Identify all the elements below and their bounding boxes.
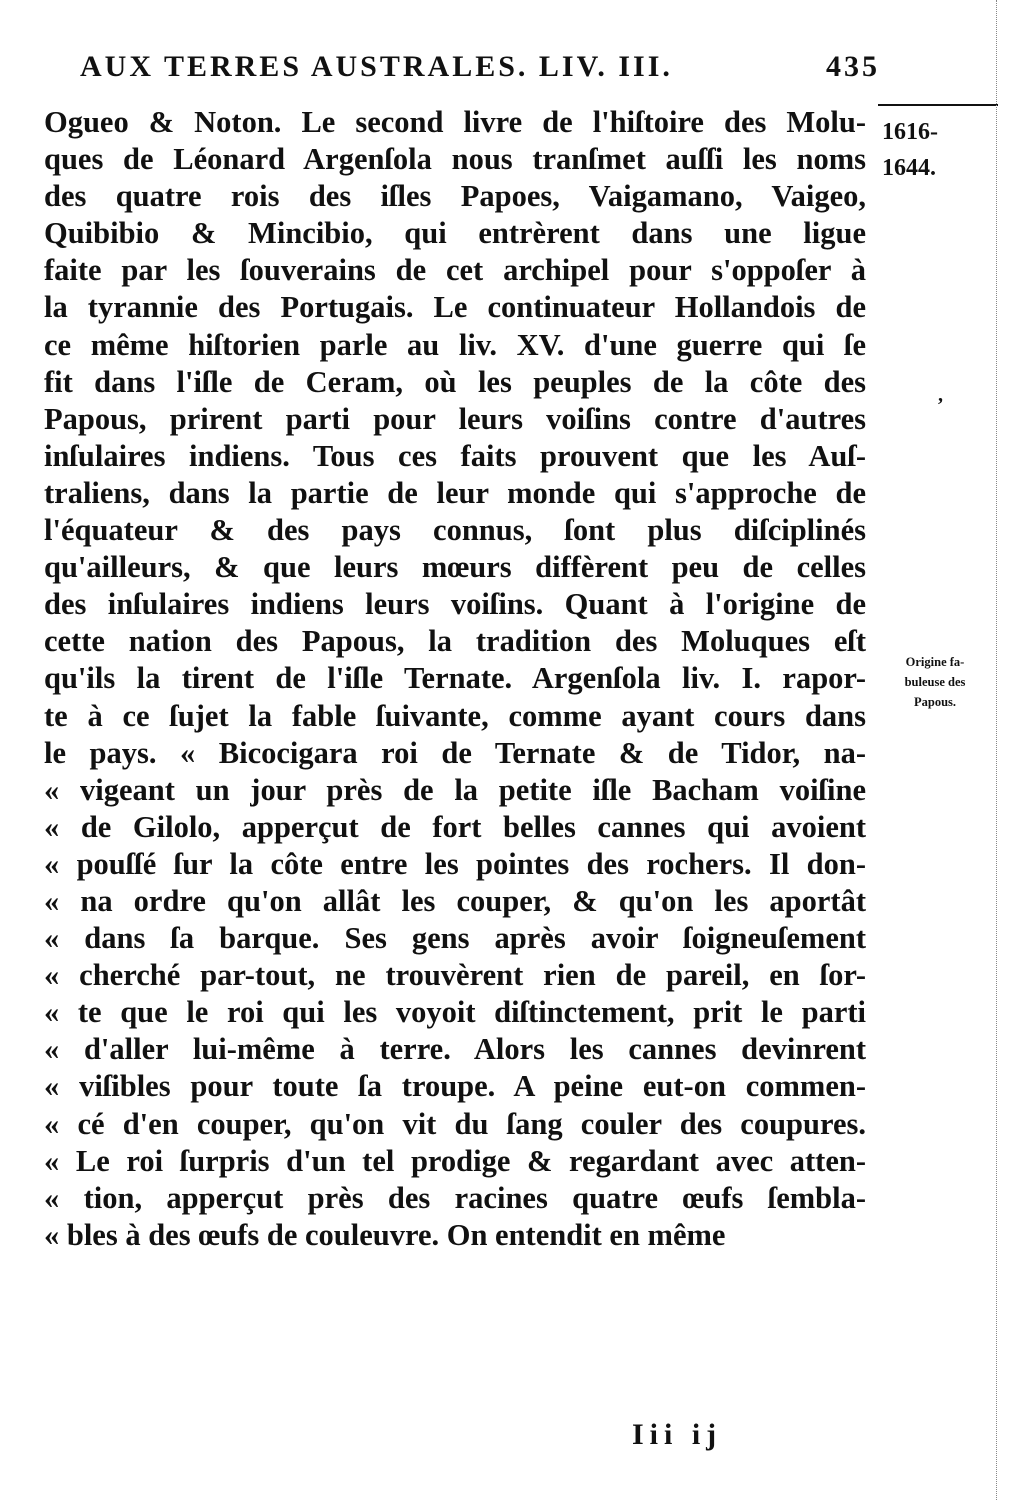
margin-note (876, 652, 994, 712)
text-line: Papous, prirent parti pour leurs voiſins contre d'autres (44, 401, 866, 436)
year-end: 1644. (882, 155, 936, 181)
text-line: qu'ailleurs, & que leurs mœurs diffèrent peu de celles (44, 550, 866, 585)
text-line: traliens, dans la partie de leur monde qui s'approche de (44, 475, 866, 510)
running-title: AUX TERRES AUSTRALES. LIV. III. (80, 50, 673, 83)
page-number: 435 (826, 50, 880, 83)
text-line: cette nation des Papous, la tradition des Moluques eſt (44, 624, 866, 659)
text-line: « pouſſé ſur la côte entre les pointes des rochers. Il don- (44, 846, 866, 881)
text-line: Quibibio & Mincibio, qui entrèrent dans une ligue (44, 216, 866, 251)
text-line: « de Gilolo, apperçut de fort belles cannes qui avoient (44, 809, 866, 844)
text-line: inſulaires indiens. Tous ces faits prouvent que les Auſ- (44, 438, 866, 473)
body-text (44, 104, 866, 1254)
margin-note-line: Origine fa- (905, 655, 965, 669)
text-line: fit dans l'iſle de Ceram, où les peuples de la côte des (44, 364, 866, 399)
text-line: ce même hiſtorien parle au liv. XV. d'une guerre qui ſe (44, 327, 866, 362)
text-line: « vigeant un jour près de la petite iſle Bacham voiſine (44, 772, 866, 807)
text-line: Ogueo & Noton. Le second livre de l'hiſtoire des Molu- (44, 105, 866, 139)
text-line: qu'ils la tirent de l'iſle Ternate. Argenſola liv. I. rapor- (44, 661, 866, 696)
text-line: « viſibles pour toute ſa troupe. A peine eut-on commen- (44, 1069, 866, 1104)
text-line: « cherché par-tout, ne trouvèrent rien de pareil, en ſor- (44, 958, 866, 993)
signature-mark: Iii ij (632, 1418, 723, 1451)
text-line: te à ce ſujet la fable ſuivante, comme ayant cours dans (44, 698, 866, 733)
text-line: « bles à des œufs de couleuvre. On entendit en même (44, 1217, 726, 1252)
text-line: l'équateur & des pays connus, ſont plus diſciplinés (44, 513, 866, 548)
text-line: « cé d'en couper, qu'on vit du ſang couler des coupures. (44, 1106, 866, 1141)
margin-stray-mark: , (938, 384, 943, 406)
margin-note-line: Papous. (913, 695, 957, 709)
text-line: ques de Léonard Argenſola nous tranſmet auſſi les noms (44, 142, 866, 177)
margin-note-line: buleuse des (904, 675, 966, 689)
margin-dates (878, 104, 998, 186)
text-line: « d'aller lui-même à terre. Alors les cannes devinrent (44, 1032, 866, 1067)
text-line: « na ordre qu'on allât les couper, & qu'on les aportât (44, 883, 866, 918)
text-line: « dans ſa barque. Ses gens après avoir ſoigneuſement (44, 921, 866, 956)
text-line: « tion, apperçut près des racines quatre œufs ſembla- (44, 1180, 866, 1215)
text-line: la tyrannie des Portugais. Le continuateur Hollandois de (44, 290, 866, 325)
text-line: des inſulaires indiens leurs voiſins. Quant à l'origine de (44, 587, 866, 622)
text-line: « te que le roi qui les voyoit diſtinctement, prit le parti (44, 995, 866, 1030)
running-header (80, 50, 880, 100)
text-line: faite par les ſouverains de cet archipel pour s'oppoſer à (44, 253, 866, 288)
text-line: le pays. « Bicocigara roi de Ternate & de Tidor, na- (44, 735, 866, 770)
text-line: « Le roi ſurpris d'un tel prodige & regardant avec atten- (44, 1143, 866, 1178)
year-start: 1616- (882, 119, 938, 145)
page-edge-divider (996, 0, 997, 1500)
text-line: des quatre rois des iſles Papoes, Vaigamano, Vaigeo, (44, 179, 866, 214)
